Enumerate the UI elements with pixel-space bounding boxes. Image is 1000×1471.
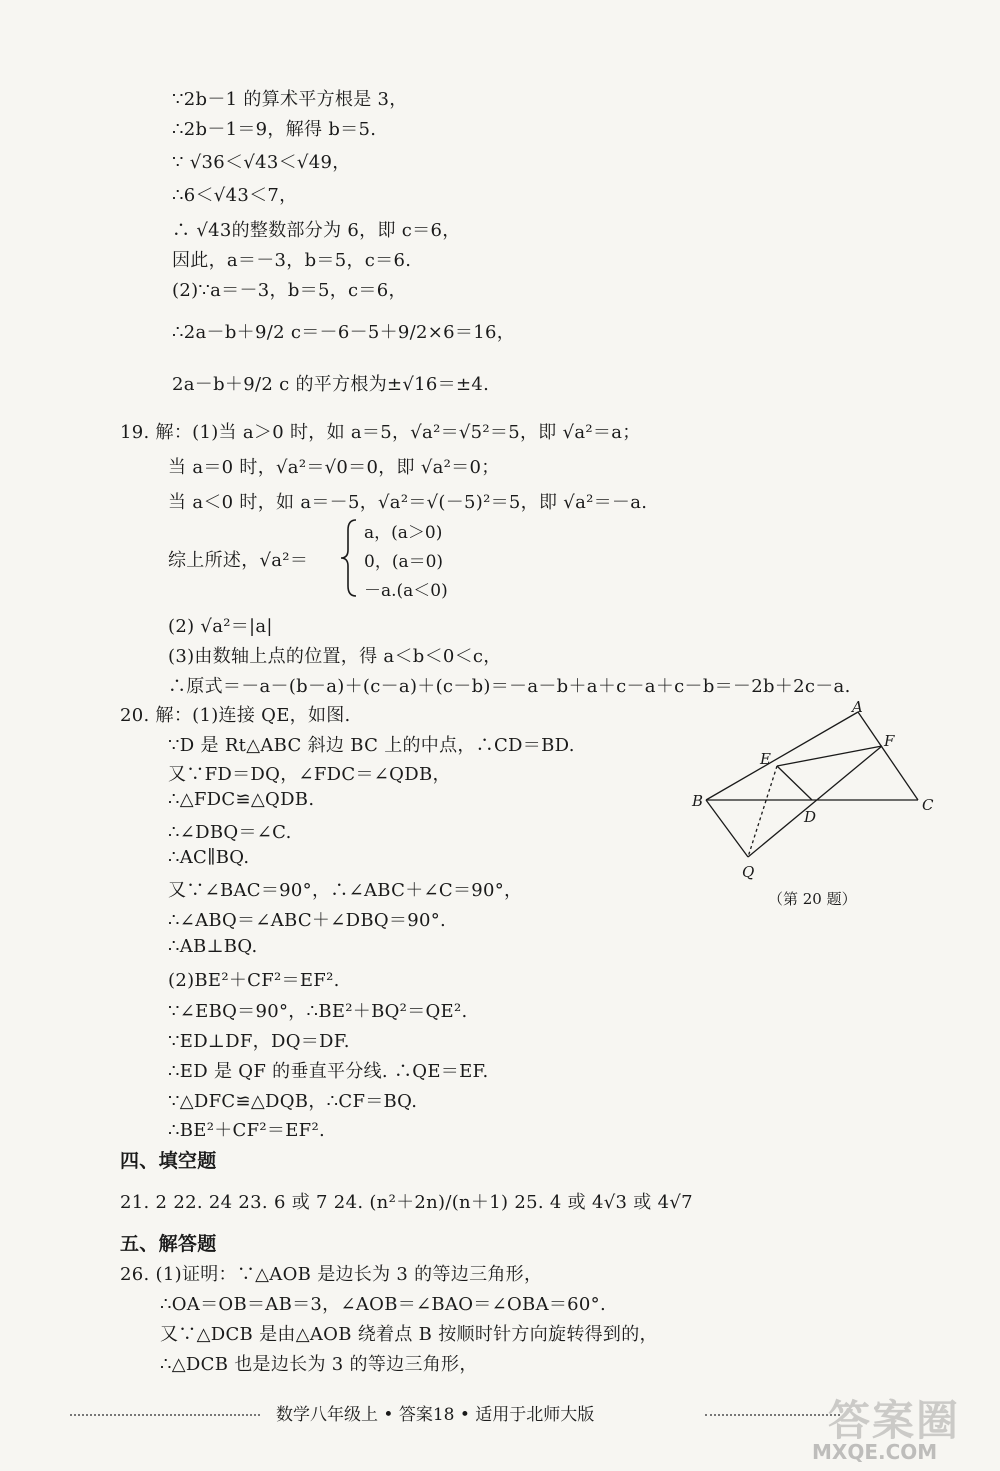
label-d: D <box>804 808 817 826</box>
watermark-url: MXQE.COM <box>812 1440 938 1464</box>
line-37: ∴△DCB 也是边长为 3 的等边三角形， <box>160 1354 478 1375</box>
line-3: ∵ √36＜√43＜√49， <box>172 152 351 173</box>
geometry-figure <box>686 700 946 890</box>
page-footer <box>70 1400 840 1424</box>
line-2: ∴2b－1＝9，解得 b＝5. <box>172 119 377 140</box>
line-20: ∴△FDC≌△QDB. <box>168 789 315 810</box>
line-11: 当 a＝0 时，√a²＝√0＝0，即 √a²＝0； <box>168 457 500 478</box>
line-24: ∴∠ABQ＝∠ABC＋∠DBQ＝90°. <box>168 910 447 931</box>
watermark-logo <box>800 1388 990 1466</box>
case-2: 0，(a＝0) <box>364 552 444 572</box>
line-12: 当 a＜0 时，如 a＝－5，√a²＝√(－5)²＝5，即 √a²＝－a. <box>168 492 648 513</box>
line-6: 因此，a＝－3，b＝5，c＝6. <box>172 250 412 271</box>
line-18: ∵D 是 Rt△ABC 斜边 BC 上的中点，∴CD＝BD. <box>168 735 575 756</box>
segment-ed <box>777 766 812 800</box>
brace-icon <box>338 518 360 598</box>
line-31: ∴BE²＋CF²＝EF². <box>168 1120 325 1141</box>
label-f: F <box>884 732 895 750</box>
section-heading-fill: 四、填空题 <box>120 1150 217 1172</box>
footer-dots-left <box>70 1414 260 1416</box>
line-16: ∴原式＝－a－(b－a)＋(c－a)＋(c－b)＝－a－b＋a＋c－a＋c－b＝－2b＋2c－a. <box>168 676 851 697</box>
line-4: ∴6＜√43＜7， <box>172 185 298 206</box>
label-c: C <box>922 796 934 814</box>
line-9: 2a－b＋9/2 c 的平方根为±√16＝±4. <box>172 374 490 395</box>
segment-qe-dashed <box>748 766 777 857</box>
line-10: 19. 解：(1)当 a＞0 时，如 a＝5，√a²＝√5²＝5，即 √a²＝a； <box>120 422 641 443</box>
line-22: ∴AC∥BQ. <box>168 847 250 868</box>
segment-ab <box>706 712 858 800</box>
line-36: 又∵△DCB 是由△AOB 绕着点 B 按顺时针方向旋转得到的， <box>160 1324 658 1345</box>
line-1: ∵2b－1 的算术平方根是 3， <box>172 89 408 110</box>
line-15: (3)由数轴上点的位置，得 a＜b＜0＜c， <box>168 646 502 667</box>
line-35: ∴OA＝OB＝AB＝3，∠AOB＝∠BAO＝∠OBA＝60°. <box>160 1294 606 1315</box>
line-34: 26. (1)证明：∵△AOB 是边长为 3 的等边三角形， <box>120 1264 543 1285</box>
label-q: Q <box>742 863 755 881</box>
line-23: 又∵∠BAC＝90°，∴∠ABC＋∠C＝90°， <box>168 880 523 901</box>
case-3: －a.(a＜0) <box>364 581 448 601</box>
line-5: ∴ √43的整数部分为 6，即 c＝6， <box>172 220 461 241</box>
line-25: ∴AB⊥BQ. <box>168 936 258 957</box>
label-b: B <box>692 792 704 810</box>
label-a: A <box>852 700 863 716</box>
line-26: (2)BE²＋CF²＝EF². <box>168 970 340 991</box>
label-e: E <box>760 750 771 768</box>
figure-caption: （第 20 题） <box>768 890 857 908</box>
case-1: a，(a＞0) <box>364 523 443 543</box>
section-heading-solve: 五、解答题 <box>120 1233 217 1255</box>
segment-ac <box>858 712 918 800</box>
line-21: ∴∠DBQ＝∠C. <box>168 822 292 843</box>
footer-text: 数学八年级上 • 答案18 • 适用于北师大版 <box>276 1405 595 1425</box>
watermark-text: 答案圈 <box>828 1396 961 1445</box>
line-8: ∴2a－b＋9/2 c＝－6－5＋9/2×6＝16， <box>172 322 516 343</box>
line-17: 20. 解：(1)连接 QE，如图. <box>120 705 351 726</box>
line-27: ∵∠EBQ＝90°，∴BE²＋BQ²＝QE². <box>168 1001 468 1022</box>
line-7: (2)∵a＝－3，b＝5，c＝6， <box>172 280 407 301</box>
line-29: ∴ED 是 QF 的垂直平分线. ∴QE＝EF. <box>168 1061 489 1082</box>
line-13: 综上所述，√a²＝ <box>168 550 309 571</box>
segment-bq <box>706 800 748 857</box>
line-28: ∵ED⊥DF，DQ＝DF. <box>168 1031 350 1052</box>
line-fill-answers: 21. 2 22. 24 23. 6 或 7 24. (n²＋2n)/(n＋1) 25. 4 或 4√3 或 4√7 <box>120 1192 693 1213</box>
segment-ef <box>777 746 882 766</box>
line-30: ∵△DFC≌△DQB，∴CF＝BQ. <box>168 1091 418 1112</box>
line-19: 又∵FD＝DQ，∠FDC＝∠QDB， <box>168 764 451 785</box>
line-14: (2) √a²＝|a| <box>168 616 273 637</box>
